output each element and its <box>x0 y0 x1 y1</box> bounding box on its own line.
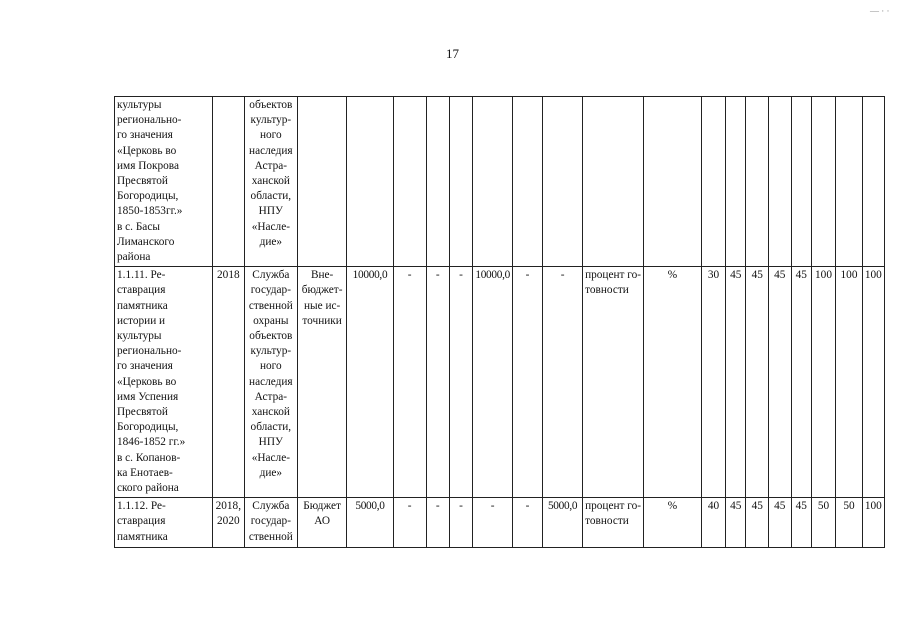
executor-cell-line: культур- <box>250 345 292 358</box>
indicator-value-cell: 100 <box>862 267 884 498</box>
executor-cell-line: ного <box>259 129 282 142</box>
executor-cell-line: Астра- <box>254 159 288 172</box>
measure-name-cell-line: истории и <box>117 314 166 327</box>
table-row <box>115 267 905 498</box>
executor-cell-line: государ- <box>250 515 291 528</box>
measure-name-cell-line: Богородицы, <box>117 190 179 203</box>
indicator-value-cell <box>836 97 863 267</box>
year-funding-cell: - <box>393 267 426 498</box>
executor-cell-line: дие» <box>259 235 283 248</box>
measure-name-cell-line: памятника <box>117 530 168 543</box>
executor-cell <box>244 498 297 548</box>
year-funding-cell: - <box>449 498 473 548</box>
year-cell <box>212 498 244 548</box>
measure-name-cell-line: памятника <box>117 299 168 312</box>
source-cell <box>297 97 346 267</box>
measure-name-cell-line: ставрация <box>117 515 166 528</box>
measure-name-cell-line: имя Покрова <box>117 159 180 172</box>
measure-name-cell <box>115 498 213 548</box>
executor-cell-line: культур- <box>250 114 292 127</box>
executor-cell-line: ного <box>259 360 282 373</box>
total-cell: 5000,0 <box>347 498 393 548</box>
source-cell-line: Бюджет <box>303 500 341 513</box>
indicator-value-cell: 45 <box>746 267 769 498</box>
year-funding-cell <box>449 97 473 267</box>
year-cell-line: 2018, <box>215 500 242 513</box>
measure-name-cell-line: го значения <box>117 129 173 142</box>
indicator-value-cell: 40 <box>701 498 725 548</box>
page-number: 17 <box>446 46 459 61</box>
indicator-value-cell <box>701 97 725 267</box>
year-funding-cell <box>426 97 449 267</box>
measure-name-cell-line: района <box>117 251 151 264</box>
executor-cell-line: ственной <box>248 299 293 312</box>
indicator-value-cell: 45 <box>726 498 746 548</box>
year-funding-cell: - <box>393 498 426 548</box>
indicator-value-cell <box>746 97 769 267</box>
indicator-value-cell <box>791 97 811 267</box>
measure-name-cell-line: ского района <box>117 482 179 495</box>
year-funding-cell: - <box>449 267 473 498</box>
measure-name-cell-line: ставрация <box>117 284 166 297</box>
indicator-value-cell: 45 <box>791 267 811 498</box>
measure-name-cell-line: Лиманского <box>117 235 175 248</box>
measure-name-cell-line: «Церковь во <box>117 144 177 157</box>
table-row <box>115 97 905 267</box>
measure-name-cell-line: в с. Копанов- <box>117 451 181 464</box>
indicator-value-cell: 45 <box>769 498 792 548</box>
executor-cell-line: Служба <box>252 269 290 282</box>
indicator-cell <box>583 267 644 498</box>
year-funding-cell <box>473 97 513 267</box>
measure-name-cell-line: имя Успения <box>117 390 179 403</box>
measure-name-cell-line: 1846-1852 гг.» <box>117 436 186 449</box>
executor-cell-line: дие» <box>259 466 283 479</box>
total-cell <box>347 97 393 267</box>
measure-name-cell-line: регионально- <box>117 114 182 127</box>
indicator-value-cell <box>811 97 835 267</box>
indicator-value-cell: 45 <box>746 498 769 548</box>
indicator-value-cell: 45 <box>769 267 792 498</box>
indicator-value-cell: 45 <box>791 498 811 548</box>
source-cell-line: точники <box>302 314 342 327</box>
indicator-cell <box>583 97 644 267</box>
year-cell-line: 2020 <box>217 515 240 528</box>
unit-cell <box>644 97 702 267</box>
indicator-value-cell: 50 <box>836 498 863 548</box>
year-funding-cell: - <box>512 267 542 498</box>
indicator-cell <box>583 498 644 548</box>
executor-cell <box>244 267 297 498</box>
indicator-value-cell <box>862 97 884 267</box>
executor-cell-line: Астра- <box>254 390 288 403</box>
year-funding-cell: - <box>512 498 542 548</box>
measure-name-cell <box>115 267 213 498</box>
measure-name-cell-line: 1850-1853гг.» <box>117 205 183 218</box>
executor-cell-line: объектов <box>249 99 293 111</box>
year-funding-cell: 5000,0 <box>543 498 583 548</box>
indicator-value-cell: 100 <box>862 498 884 548</box>
indicator-value-cell <box>769 97 792 267</box>
source-cell-line: Вне- <box>310 269 334 282</box>
indicator-value-cell <box>726 97 746 267</box>
source-cell-line: АО <box>314 515 330 528</box>
indicator-value-cell: 30 <box>701 267 725 498</box>
year-funding-cell <box>393 97 426 267</box>
executor-cell-line: ханской <box>251 175 290 188</box>
scan-artifact: — · · <box>870 6 890 16</box>
measure-name-cell-line: культуры <box>117 330 162 343</box>
total-cell: 10000,0 <box>347 267 393 498</box>
measure-name-cell-line: «Церковь во <box>117 375 177 388</box>
executor-cell-line: области, <box>250 190 292 203</box>
executor-cell-line: наследия <box>249 375 293 388</box>
indicator-value-cell: 50 <box>811 498 835 548</box>
measure-name-cell-line: культуры <box>117 99 162 111</box>
measure-name-cell-line: Пресвятой <box>117 175 168 188</box>
source-cell <box>297 267 346 498</box>
executor-cell-line: наследия <box>249 144 293 157</box>
year-funding-cell <box>543 97 583 267</box>
executor-cell-line: НПУ <box>258 436 283 449</box>
executor-cell-line: ханской <box>251 406 290 419</box>
measure-name-cell <box>115 97 213 267</box>
executor-cell-line: ственной <box>248 530 293 543</box>
indicator-value-cell: 100 <box>836 267 863 498</box>
executor-cell-line: «Насле- <box>251 451 290 464</box>
measure-name-cell-line: Богородицы, <box>117 421 179 434</box>
unit-cell: % <box>644 498 702 548</box>
program-table <box>114 96 905 548</box>
measure-name-cell-line: го значения <box>117 360 173 373</box>
source-cell-line: бюджет- <box>301 284 343 297</box>
executor-cell-line: «Насле- <box>251 220 290 233</box>
indicator-cell-line: товности <box>585 515 629 528</box>
executor-cell-line: НПУ <box>258 205 283 218</box>
year-funding-cell <box>512 97 542 267</box>
measure-name-cell-line: Пресвятой <box>117 406 168 419</box>
executor-cell-line: государ- <box>250 284 291 297</box>
measure-name-cell-line: в с. Басы <box>117 220 160 233</box>
year-funding-cell: - <box>426 267 449 498</box>
measure-name-cell-line: 1.1.12. Ре- <box>117 500 166 513</box>
year-funding-cell: - <box>473 498 513 548</box>
executor-cell-line: объектов <box>249 330 293 343</box>
source-cell-line: ные ис- <box>303 299 341 312</box>
source-cell <box>297 498 346 548</box>
year-funding-cell: - <box>543 267 583 498</box>
indicator-value-cell: 45 <box>726 267 746 498</box>
executor-cell <box>244 97 297 267</box>
year-cell <box>212 97 244 267</box>
measure-name-cell-line: регионально- <box>117 345 182 358</box>
measure-name-cell-line: ка Енотаев- <box>117 466 173 479</box>
year-funding-cell: 10000,0 <box>473 267 513 498</box>
year-cell: 2018 <box>212 267 244 498</box>
indicator-cell-line: товности <box>585 284 629 297</box>
executor-cell-line: Служба <box>252 500 290 513</box>
year-funding-cell: - <box>426 498 449 548</box>
measure-name-cell-line: 1.1.11. Ре- <box>117 269 166 282</box>
executor-cell-line: области, <box>250 421 292 434</box>
table-row <box>115 498 905 548</box>
indicator-cell-line: процент го- <box>585 269 642 282</box>
unit-cell: % <box>644 267 702 498</box>
executor-cell-line: охраны <box>253 314 289 327</box>
indicator-cell-line: процент го- <box>585 500 642 513</box>
indicator-value-cell: 100 <box>811 267 835 498</box>
